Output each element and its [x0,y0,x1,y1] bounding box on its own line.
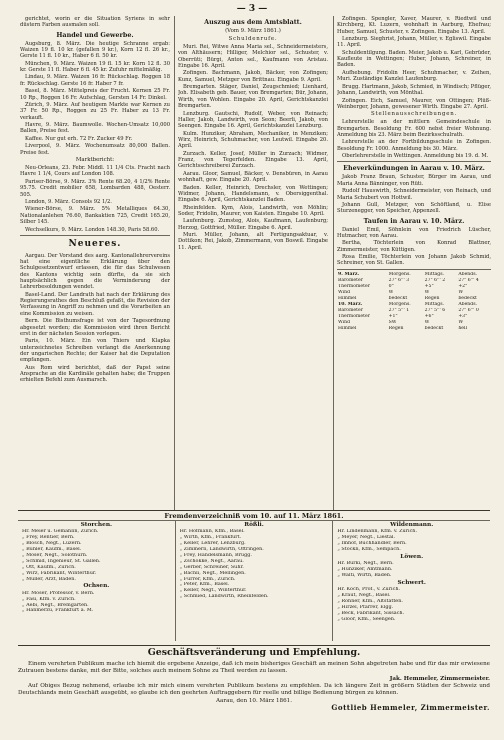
paragraph: Bern. Die Bisthumsfrage ist von der Tagesordnung abgesetzt worden; die Kommission wird ihren Bericht erst in der nächsten Session vorlegen. [20,318,170,337]
paragraph: Oberlehrerstelle in Wettingen. Anmeldung bis 19. d. M. [342,153,489,160]
paragraph: Wechselkurs, 9. März. London 148.30, Paris 58.60. [25,226,160,233]
list-item: „ Ott, Kaufm., Zürich. [22,564,76,570]
paragraph: Lehrerstelle an der mittlern Gemeindeschule in Bremgarten. Besoldung Fr. 600 nebst freier Wohnung. Anmeldung bis 23. März beim Bezirksschulrath. [337,119,491,138]
paragraph: Brugg. Hartmann, Jakob, Schmied, in Windisch; Pflüger, Johann, Landwirth, von Mönthal. [337,83,491,97]
guest-list [18,520,490,641]
rule [337,269,491,270]
paragraph: Bremgarten. Stäger, Daniel, Zeugschmied; Lienhard, Joh. Elisabeth geb. Bauer, von Bremgarten; Bür, Johann, Wirth, von Wohlen. Eingabe 20. April, Gerichtskanzlei Bremgarten. [178,84,328,110]
list-item: Hr. Lindenmann, Kfm. v. Zürich. [337,529,418,535]
paragraph: Liverpool, 9. März. Wochenumsatz 80,000 Ballen. Preise fest. [20,143,170,156]
table-row: 10. März. Morgens. Mittags. Abends. [338,301,478,307]
paragraph: Aufhebung. Fridolin Heer, Schuhmacher, v. Zeihen, Muri. Zuständige Kanzlei Laufenburg. [337,69,491,83]
list-item: „ Hunziker, Amtmann. [337,567,393,573]
paragraph: Havre, 9. März. Baumwolle. Wochen-Umsatz 10,000 Ballen, Preise fest. [20,122,170,135]
list-item: „ Zimmerli, Landwirth, Oftringen. [179,547,264,553]
list-item: Hr. Bürki, Negt., Bern. [337,561,394,567]
rule [337,161,491,162]
section-heading: Handel und Gewerbe. [56,30,134,39]
column-1 [20,16,170,516]
list-item: „ Schmied, Landwirth, Rheinfelden. [179,594,269,600]
paragraph: Zofingen. Bachmann, Jakob, Bäcker, von Zofingen; Kunz, Samuel, Metzger von Brittnau. Eingabe 9. April. [178,70,328,83]
paragraph: Rheinfelden. Kym, Alois, Landwirth, von Möhlin; Soder, Fridolin, Maurer, von Kaisten. Eingabe 10. April. [178,204,328,217]
paragraph: Daniel Emil, Söhnlein von Friedrich Lüscher, Hutmacher, von Aarau. [337,226,491,239]
table-row: Barometer 27" 5''' 1 27" 5''' 6 27" 6''' 0 [338,307,479,313]
signature: Jak. Hemmeler, Zimmermeister. [389,676,490,682]
paragraph: Laufenburg. Zumsteg, Alois, Kaufmann, Laufenburg; Herzog, Gottfried, Müller. Eingabe 6. April. [178,218,328,231]
list-item: Hr. Moser, Professor, v. Bern. [22,590,95,596]
paragraph: Muri. Rei, Witwe Anna Maria sel., Schneidermeisters, von Althäusern; Hilliger, Melchior sel., Schuster, v. Oberrüti; Bürgi, Anton sel., Kaufmann von Aristau. Eingabe 16. April. [178,44,328,69]
dateline: Aarau, den 10. März 1861. [216,697,292,704]
paragraph: Baden. Keller, Heinrich, Drechsler, von Wettingen; Widmer, Johann, Handelsmann, v. Obersiggenthal. Eingabe 6. April, Gerichtskanzlei Baden. [178,184,328,204]
paragraph: Zürich, 9. März. Auf heutigem Markte war Kernen zu 37 Fr. 50 Rp., Roggen zu 25 Fr. Haber zu 13 Fr. verkauft. [20,102,170,121]
page-number: — 3 — [236,4,268,14]
paragraph: Neu-Orleans, 23. Febr. Middl. 11 1/4 Cts. Fracht nach Havre 1 1/4, Cours auf London 108. [20,165,170,178]
list-item: „ Beck, Fabrikant, Sissach. [337,610,405,616]
rule [20,235,170,236]
subheading: Stellenausschreibungen. [371,111,457,118]
paragraph: Lenzburg. Sieghrist, Johann, Müller, v. Egliswil. Eingabe 11. April. [337,36,491,49]
list-item: „ Bächli, Negt., Mellingen. [179,570,246,576]
section-heading: Taufen in Aarau v. 10. März. [363,216,465,225]
paragraph: Einem verehrten Publikum mache ich hiemit die ergebene Anzeige, daß ich mein bisheriges Geschäft an meinen Sohn abgetreten habe und für das mir erwiesene Zutrauen bestens danke, mit der Bitte, solches auch meinem Sohne zu Theil werden zu lassen. [18,661,490,674]
table-row: Barometer 27" 6''' 3 27" 6''' 2 27" 6''' 4 [338,277,479,283]
list-item: „ Frey, Handelsmann, Brugg. [179,552,252,558]
table-row: Wind W W W [338,289,464,295]
paragraph: Auf Obiges Bezug nehmend, erlaube ich mir mich einem verehrten Publikum bestens zu empfehlen. Da ich längere Zeit in größern Städten der Schweiz und Deutschlands mein Geschäft ausgeübt, so glaube ich den geehrten Auftraggebern für reelle und billige Bedienung bürgen zu können. [18,682,490,696]
column-divider [174,16,175,510]
subheading: Marktbericht: [75,157,115,164]
list-item: „ Moser, Negt., Solothurn. [22,552,88,558]
paragraph: Aargau. Der Vorstand des aarg. Kantonallehrervereins hat eine eigentliche Erklärung über den Schulgesetzentwurf erlassen, die für das Schulwesen des Kantons wichtig sein dürfte, da sie sich hauptsächlich gegen die Verminderung der Lehrerbesoldungen wendet. [20,252,170,291]
paragraph: Paris, 10. März. Ein von Thiers und Klapka unterzeichnetes Schreiben verlangt die Anerkennung der ungarischen Rechte; der Kaiser hat die Deputation empfangen. [20,338,170,364]
list-item: „ Wirz, Fabrikant, Winterthur. [22,570,97,576]
section-heading: Auszug aus dem Amtsblatt. [204,18,302,26]
paragraph: London, 9. März. Consols 92 1/2. [25,199,112,205]
advertisement-title: Geschäftsveränderung und Empfehlung. [18,645,490,659]
list-item: „ Wirth, Kfm., Frankfurt. [179,535,242,541]
list-item: „ Frey, Rentier, Bern. [22,535,75,541]
paragraph: Rudolf Hauswirth, Schneidermeister, von Reinach, und Maria Schubert von Hottwil. [337,188,491,201]
guest-column [18,521,176,641]
list-item: „ Peter, Kfm., Basel. [179,582,230,588]
guest-list-title: Fremdenverzeichniß vom 10. auf 11. März 1861. [18,510,490,519]
list-item: „ Keller, Lehrer, Lenzburg. [179,541,246,547]
hotel-name: Löwen. [400,553,424,560]
section-heading: Eheverkündungen in Aarau v. 10. März. [343,164,485,173]
paragraph: gerichtet, worin er die Situation Syriens in sehr düstern Farben ausmalen soll. [20,16,170,29]
list-item: „ Stöckli, Kfm., Sempach. [337,547,401,553]
paragraph: Johann Gull, Metzger, von Schöftland, u. Elise Sturzenegger, von Speicher, Appenzell. [337,202,491,215]
section-heading: Neueres. [68,238,122,249]
paragraph: München, 9. März. Waizen 19 fl. 15 kr. Korn 12 fl. 30 kr. Gerste 11 fl. Haber 6 fl. 45 kr. Zufuhr mittelmäßig. [20,60,170,73]
list-item: „ Fäsi, Kfm. v. Zürich. [22,596,76,602]
table-row: Himmel Regen bedeckt hell [338,325,467,331]
list-item: „ Blösch, Negt., Luzern. [22,541,82,547]
list-item: „ Wälti, Wirth, Baden. [337,573,392,579]
list-item: „ Furrer, Kfm., Zürich. [179,576,236,582]
table-row: 9. März. Morgens. Mittags. Abends. [338,271,478,277]
paragraph: Kaffee. Nur gut erh. 72 Fr. Zucker 49 Fr. [25,135,133,142]
list-item: „ Rohner, Kfm., Altstätten. [337,599,403,605]
paragraph: Pariser-Börse, 9. März. 3% Rente 68.20, 4 1/2% Rente 95.75. Credit mobilier 658, Lombarden 488, Oesterr. 505. [20,178,170,198]
list-item: „ Aebi, Negt., Bremgarten. [22,602,89,608]
advertisement-body [18,661,490,712]
table-row: Thermometer 0° +5° +2° [338,283,468,289]
hotel-name: Schwert. [397,579,426,586]
paragraph: Lindau, 9. März. Waizen 16 fr. Rückschlag. Roggen 18 fr. Rückschlag. Gerste 16 fr. Haber 7 fr. [20,74,170,87]
table-row: Himmel bedeckt Regen bedeckt [338,295,477,301]
paragraph: Jakob Franz Braun, Schuster, Bürger im Aarau, und Maria Anna Bänninger, von Rüti. [337,174,491,187]
list-item: „ Hanmerzu, Frankfurt a. M. [22,608,94,614]
paragraph: Zofingen. Spengler, Xaver, Maurer, v. Riedtwil und Kirchberg, Kt. Luzern, wohnhaft in Aarburg, Ehefrau; Huber, Samuel, Schuster, v. Zofingen. Eingabe 13. April. [337,16,491,35]
paragraph: Muri. Müller, Johann, alt Fertigungsaktuar, v. Dottikon; Rei, Jakob, Zimmermann, von Boswil. Eingabe 11. April. [178,232,328,251]
list-item: „ Gerber, Schreiner, Suhr. [179,564,244,570]
hotel-name: Rößli. [244,522,264,528]
hotel-name: Storchen. [80,522,113,528]
paragraph: Lehrerstelle an der Fortbildungsschule in Zofingen. Besoldung Fr. 1000. Anmeldung bis 30. März. [337,139,491,152]
paragraph: Schuldentilgung. Baden. Meier, Jakob u. Karl, Gebrüder, Kaufleute in Wettingen; Huber, Johann, Schreiner, in Baden. [337,49,491,69]
paragraph: Aarau. Gloor, Samuel, Bäcker, v. Densbüren, in Aarau wohnhaft, gew. Eingabe 20. April. [178,170,328,184]
signature: Gottlieb Hemmeler, Zimmermeister. [331,702,490,712]
paragraph: Bertha, Töchterlein von Konrad Blattner, Zimmermeister, von Küttigen. [337,240,491,253]
list-item: „ Bühler, Kaufm., Basel. [22,547,82,553]
list-item: Hr. Koch, Prof., v. Zürich. [337,587,401,593]
list-item: Hr. Meier u. Gemahlin, Zürich. [22,529,99,535]
paragraph: Rosa Emilie, Töchterlein von Johann Jakob Schmid, Schreiner, von St. Gallen. [337,254,491,267]
paragraph: Kulm. Hunziker, Abraham, Mechaniker, in Menziken; Wirz, Heinrich, Schuhmacher, von Leutwil. Eingabe 20. April. [178,130,328,150]
hotel-name: Wildenmann. [390,522,434,528]
paragraph: Zurzach. Keller, Josef, Müller in Zurzach; Widmer, Franz, von Tegerfelden. Eingabe 13. April, Gerichtsschreiberei Zurzach. [178,150,328,170]
list-item: „ Keller, Negt., Winterthur. [179,588,247,594]
column-3 [337,16,491,518]
list-item: „ Hirzel, Pfarrer, Elgg. [337,604,394,610]
table-row: Thermometer +1° +6° +3° [338,313,468,319]
list-item: „ Schmid, Ingenieur, St. Gallen. [22,558,101,564]
weather-table [337,272,491,332]
paragraph: Wiener-Börse, 9. März. 5% Metalliques 64.30, Nationalanlehen 76.60, Bankaktien 725, Credit 165.20, Silber 145. [20,206,170,226]
list-item: „ Imhof, Buchhändler, Bern. [337,541,407,547]
list-item: „ Gloor, Kfm., Seengen. [337,616,396,622]
guest-column [176,521,334,641]
paragraph: Aus Rom wird berichtet, daß der Papst seine Ansprache an die Kardinäle gehalten habe; die Truppen erhielten Befehl zum Ausmarsch. [20,364,170,384]
list-item: „ Meyer, Negt., Liestal. [337,535,396,541]
list-item: „ Kraut, Negt., Basel. [337,593,391,599]
paragraph: Augsburg, 8. März. Die heutige Schranne ergab: Waizen 19 fl. 10 kr. (gefallen 9 kr.), Korn 12 fl. 26 kr., Gerste 11 fl. 10 kr., Haber 6 fl. 50 kr. [20,40,170,60]
guest-column [333,521,490,641]
table-row: Wind SW W W [338,319,464,325]
list-item: Hr. Hofmann, Kfm., Basel. [179,529,245,535]
subheading: (Vom 9. März 1861.) [225,28,281,34]
paragraph: Lenzburg. Gautschi, Rudolf, Weber, von Reinach; Haller, Jakob, Landwirth, von Seon; Beerli, Jakob, von Seengen. Eingabe 16. April, Gerichtskanzlei Lenzburg. [178,110,328,130]
paragraph: Basel, 8. März. Mittelpreis der Frucht. Kernen 25 Fr. 10 Rp., Roggen 16 Fr. Aufschlag, Gersten 14 Fr. Dinkel. [20,88,170,101]
paragraph: Basel-Land. Der Landrath hat nach der Erklärung des Regierungsrathes den Beschluß gefaßt, die Revision der Verfassung in Angriff zu nehmen und die Vorarbeiten an eine Kommission zu weisen. [20,291,170,317]
column-2 [178,16,328,518]
hotel-name: Ochsen. [83,583,110,590]
list-item: „ Müller, Arzt, Baden. [22,576,76,582]
subheading: Schuldenrufe. [228,36,278,42]
column-divider [333,16,334,510]
paragraph: Zofingen. Eich, Samuel, Maurer, von Ottingen; Plüß-Weinberger, Johann, gewesener Wirth. Eingabe 27. April. [337,97,491,110]
list-item: „ Zschokke, Negt., Aarau. [179,558,244,564]
